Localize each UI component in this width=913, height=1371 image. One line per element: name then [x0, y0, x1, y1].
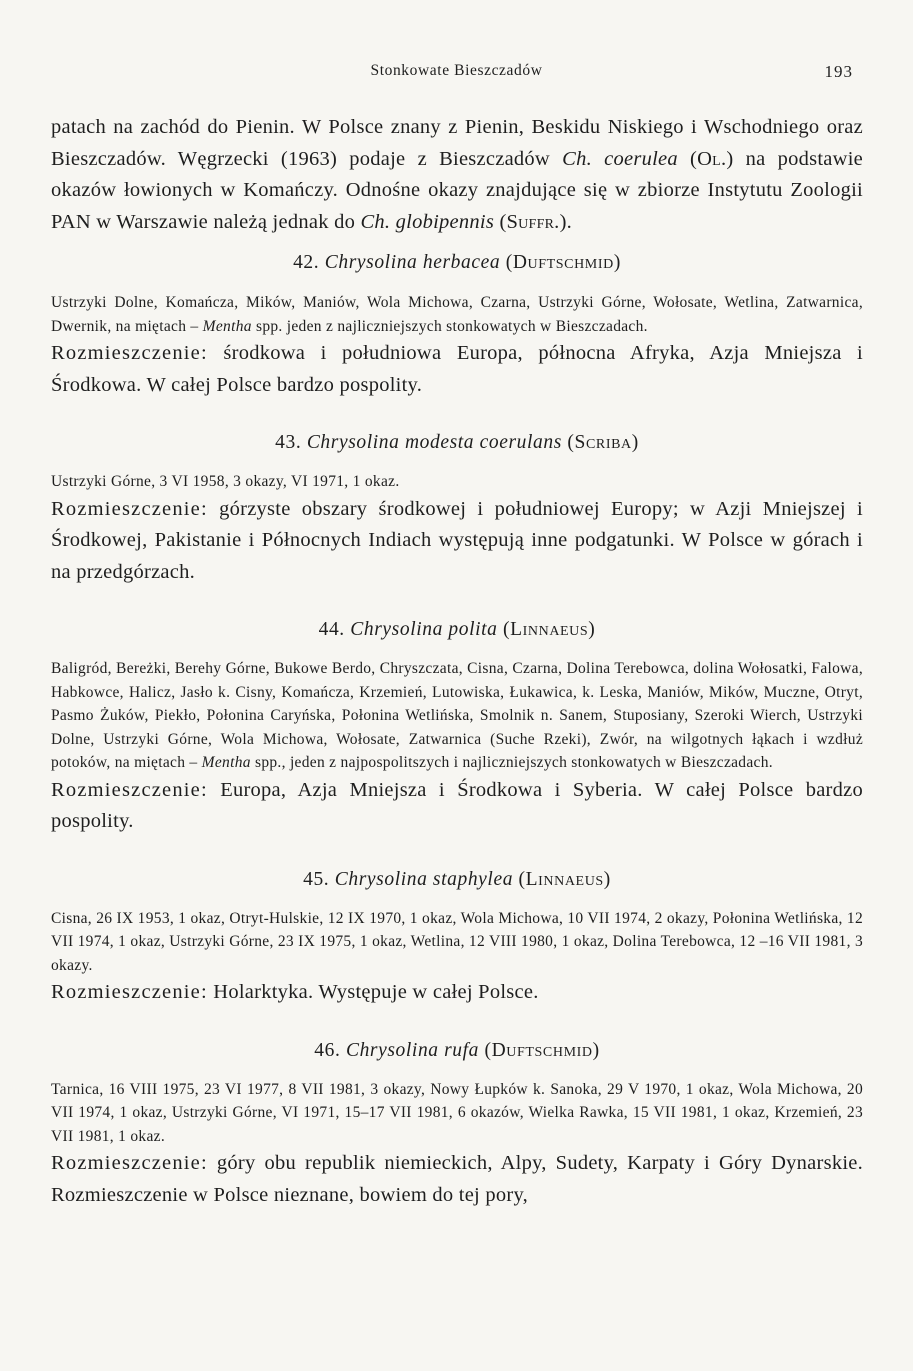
- distribution: [51, 494, 863, 589]
- page-content: [51, 112, 863, 1211]
- species-entry-45: [51, 869, 863, 1009]
- distribution-text: środkowa i południowa Europa, północna Afryka, Azja Mniejsza i Środkowa. W całej Polsce bardzo pospolity.: [51, 342, 863, 396]
- distribution-text: Europa, Azja Mniejsza i Środkowa i Syberia. W całej Polsce bardzo pospolity.: [51, 778, 863, 832]
- plant-name: Mentha: [201, 754, 251, 771]
- distribution: [51, 977, 863, 1009]
- distribution-text: górzyste obszary środkowej i południowej Europy; w Azji Mniejszej i Środkowej, Pakistanie i Północnych Indiach występują inne podgatunki. W Polsce w górach i na przedgórzach.: [51, 497, 863, 583]
- intro-text: patach na zachód do Pienin. W Polsce znany z Pienin, Beskidu Niskiego i Wschodniego oraz Bieszczadów. Węgrzecki (1963) podaje z Bieszczadów: [51, 116, 863, 170]
- intro-paragraph: [51, 112, 863, 238]
- author-name: Suffr.: [506, 210, 560, 233]
- plant-name: Mentha: [202, 317, 252, 335]
- species-number: 44.: [318, 619, 345, 640]
- localities: [51, 291, 863, 338]
- species-author: Linnaeus: [510, 619, 589, 640]
- species-heading: 45. Chrysolina staphylea (Linnaeus): [303, 868, 611, 890]
- localities-text: spp., jeden z najpospolitszych i najliczniejszych stonkowatych w Bieszczadach.: [250, 754, 773, 771]
- species-number: 46.: [314, 1039, 341, 1061]
- distribution: [51, 338, 863, 401]
- localities: [51, 657, 863, 775]
- species-abbrev: Ch. coerulea: [562, 147, 678, 170]
- species-entry-43: [51, 432, 863, 588]
- author-name: Ol.: [697, 147, 727, 170]
- species-name: Chrysolina polita: [350, 619, 498, 640]
- localities: [51, 907, 863, 978]
- distribution: [51, 1148, 863, 1211]
- species-number: 43.: [275, 432, 302, 453]
- species-name: Chrysolina staphylea: [334, 868, 514, 890]
- distribution-text: Holarktyka. Występuje w całej Polsce.: [207, 981, 539, 1003]
- localities-text: Baligród, Bereżki, Berehy Górne, Bukowe Berdo, Chryszczata, Cisna, Czarna, Dolina Terebowca, dolina Wołosatki, Falowa, Habkowce, Halicz, Jasło k. Cisny, Komańcza, Krzemień, Lutowiska, Łukawica, k. Leska, Maniów, Mików, Muczne, Otryt, Pasmo Żuków, Piekło, Połonina Caryńska, Połonina Wetlińska, Smolnik n. Sanem, Stuposiany, Szeroki Wierch, Ustrzyki Dolne, Ustrzyki Górne, Wola Michowa, Wołosate, Zatwarnica (Suche Rzeki), Zwór, na wilgotnych łąkach i wzdłuż potoków, na miętach –: [51, 660, 863, 771]
- species-heading: 42. Chrysolina herbacea (Duftschmid): [293, 252, 621, 273]
- distribution-label: Rozmieszczenie:: [51, 778, 208, 801]
- localities-text: Ustrzyki Dolne, Komańcza, Mików, Maniów, Wola Michowa, Czarna, Ustrzyki Górne, Wołosate, Wetlina, Zatwarnica, Dwernik, na miętach –: [51, 294, 863, 335]
- distribution: [51, 775, 863, 838]
- species-heading: 46. Chrysolina rufa (Duftschmid): [314, 1039, 600, 1061]
- species-author: Linnaeus: [525, 868, 604, 890]
- intro-text: ).: [559, 210, 573, 233]
- species-name: Chrysolina rufa: [345, 1039, 480, 1061]
- species-number: 42.: [293, 252, 320, 273]
- species-heading: 44. Chrysolina polita (Linnaeus): [318, 619, 596, 640]
- localities: [51, 470, 863, 494]
- localities: [51, 1078, 863, 1149]
- species-author: Duftschmid: [512, 252, 614, 273]
- species-heading: 43. Chrysolina modesta coerulans (Scriba): [275, 432, 639, 453]
- distribution-label: Rozmieszczenie:: [51, 1152, 208, 1174]
- intro-text: ) na podstawie okazów łowionych w Komańczy. Odnośne okazy znajdujące się w zbiorze Instytutu Zoologii PAN w Warszawie należą jednak do: [51, 147, 863, 233]
- distribution-label: Rozmieszczenie:: [51, 342, 208, 364]
- species-author: Duftschmid: [491, 1039, 593, 1061]
- species-name: Chrysolina modesta coerulans: [306, 432, 562, 453]
- running-title: Stonkowate Bieszczadów: [370, 62, 543, 79]
- localities-text: Tarnica, 16 VIII 1975, 23 VI 1977, 8 VII 1981, 3 okazy, Nowy Łupków k. Sanoka, 29 V 1970, 1 okaz, Wola Michowa, 20 VII 1974, 1 okaz, Ustrzyki Górne, VI 1971, 15–17 VII 1981, 6 okazów, Wielka Rawka, 15 VII 1981, 1 okaz, Krzemień, 23 VII 1981, 1 okaz.: [51, 1080, 863, 1145]
- species-entry-42: [51, 252, 863, 401]
- localities-text: Cisna, 26 IX 1953, 1 okaz, Otryt-Hulskie, 12 IX 1970, 1 okaz, Wola Michowa, 10 VII 1974, 2 okazy, Połonina Wetlińska, 12 VII 1974, 1 okaz, Ustrzyki Górne, 23 IX 1975, 1 okaz, Wetlina, 12 VIII 1980, 1 okaz, Dolina Terebowca, 12 –16 VII 1981, 3 okazy.: [51, 909, 863, 974]
- localities-text: Ustrzyki Górne, 3 VI 1958, 3 okazy, VI 1971, 1 okaz.: [51, 473, 400, 490]
- distribution-label: Rozmieszczenie:: [51, 981, 208, 1003]
- intro-text: (: [494, 210, 507, 233]
- distribution-text: góry obu republik niemieckich, Alpy, Sudety, Karpaty i Góry Dynarskie. Rozmieszczenie w Polsce nieznane, bowiem do tej pory,: [51, 1152, 863, 1206]
- intro-text: (: [677, 147, 698, 170]
- distribution-label: Rozmieszczenie:: [51, 497, 208, 520]
- species-abbrev: Ch. globipennis: [360, 210, 495, 233]
- species-name: Chrysolina herbacea: [324, 252, 501, 273]
- species-author: Scriba: [574, 432, 632, 453]
- species-number: 45.: [303, 868, 330, 890]
- species-entry-44: [51, 619, 863, 838]
- species-entry-46: [51, 1040, 863, 1212]
- page-number: 193: [824, 62, 853, 81]
- localities-text: spp. jeden z najliczniejszych stonkowatych w Bieszczadach.: [251, 317, 648, 335]
